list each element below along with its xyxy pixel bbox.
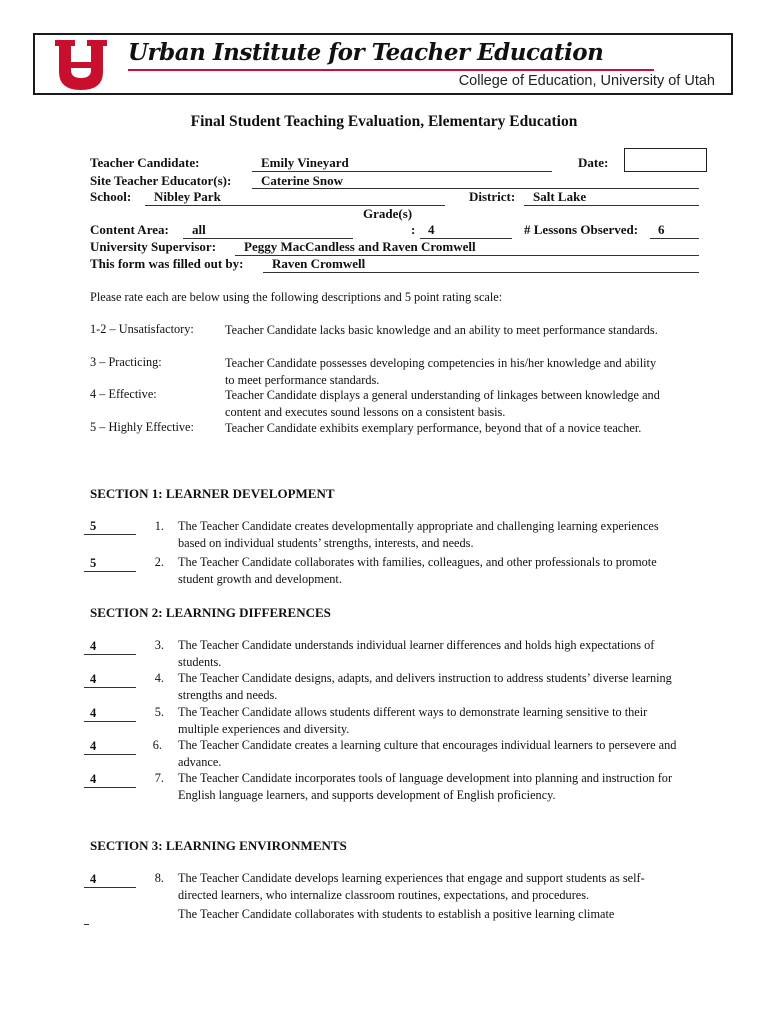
scale-description: Teacher Candidate exhibits exemplary performance, beyond that of a novice teacher. [225, 421, 642, 435]
scale-term: 4 – Effective: [90, 387, 157, 401]
site-teacher-label: Site Teacher Educator(s): [90, 173, 232, 188]
item-number: 3. [154, 638, 164, 652]
scale-description: Teacher Candidate possesses developing competencies in his/her knowledge and ability to meet performance standards. [225, 356, 657, 387]
supervisor-label: University Supervisor: [90, 239, 217, 254]
rating-line-partial [84, 924, 89, 925]
scale-term: 1-2 – Unsatisfactory: [90, 322, 194, 336]
college-line: College of Education, University of Utah [458, 73, 715, 89]
teacher-candidate-label: Teacher Candidate: [90, 155, 200, 170]
item-text: The Teacher Candidate allows students different ways to demonstrate learning sensitive to their multiple experiences and diversity. [178, 705, 648, 736]
page-title: Final Student Teaching Evaluation, Elementary Education [190, 113, 578, 130]
date-label: Date: [578, 155, 609, 170]
date-field[interactable] [624, 148, 707, 172]
item-text: The Teacher Candidate collaborates with students to establish a positive learning climate [178, 907, 615, 921]
university-u-logo-icon [53, 38, 109, 92]
item-number: 4. [154, 671, 164, 685]
district-line [524, 205, 699, 206]
item-text: The Teacher Candidate incorporates tools of language development into planning and instruction for English language learners, and supports development of English proficiency. [178, 771, 673, 802]
grades-label: Grade(s) [363, 206, 413, 221]
rating-field[interactable]: 4 [84, 739, 136, 755]
section-heading: SECTION 3: LEARNING ENVIRONMENTS [90, 838, 347, 853]
rating-instructions: Please rate each are below using the following descriptions and 5 point rating scale: [90, 290, 503, 304]
site-teacher-value[interactable]: Caterine Snow [261, 173, 343, 188]
lessons-observed-label: # Lessons Observed: [524, 222, 639, 237]
item-text: The Teacher Candidate understands individual learner differences and holds high expectations of students. [178, 638, 655, 669]
item-number: 6. [152, 738, 162, 752]
content-area-value[interactable]: all [192, 222, 206, 237]
rating-field[interactable]: 4 [84, 872, 136, 888]
item-number: 7. [154, 771, 164, 785]
item-text: The Teacher Candidate collaborates with families, colleagues, and other professionals to promote student growth and development. [178, 555, 657, 586]
lessons-observed-value[interactable]: 6 [658, 222, 665, 237]
institute-name: Urban Institute for Teacher Education [128, 39, 604, 66]
district-label: District: [469, 189, 516, 204]
rating-field[interactable]: 4 [84, 639, 136, 655]
rating-field[interactable]: 5 [84, 556, 136, 572]
scale-description: Teacher Candidate lacks basic knowledge and an ability to meet performance standards. [225, 323, 658, 337]
item-number: 1. [154, 519, 164, 533]
filled-by-line [263, 272, 699, 273]
rating-field[interactable]: 4 [84, 772, 136, 788]
filled-by-value[interactable]: Raven Cromwell [272, 256, 366, 271]
section-heading: SECTION 2: LEARNING DIFFERENCES [90, 605, 331, 620]
lessons-observed-line [650, 238, 699, 239]
item-text: The Teacher Candidate develops learning experiences that engage and support students as self-directed learners, who internalize classroom routines, expectations, and procedures. [178, 871, 645, 902]
teacher-candidate-value[interactable]: Emily Vineyard [261, 155, 349, 170]
school-value[interactable]: Nibley Park [154, 189, 221, 204]
header-divider [128, 69, 654, 71]
item-text: The Teacher Candidate creates developmentally appropriate and challenging learning experiences based on individual students’ strengths, interests, and needs. [178, 519, 659, 550]
grades-colon: : [411, 222, 416, 237]
section-heading: SECTION 1: LEARNER DEVELOPMENT [90, 486, 335, 501]
header-banner [33, 33, 733, 95]
district-value[interactable]: Salt Lake [533, 189, 587, 204]
item-text: The Teacher Candidate creates a learning culture that encourages individual learners to persevere and advance. [178, 738, 677, 769]
item-number: 5. [154, 705, 164, 719]
rating-field[interactable]: 4 [84, 672, 136, 688]
grades-value[interactable]: 4 [428, 222, 435, 237]
teacher-candidate-line [252, 171, 552, 172]
rating-field[interactable]: 4 [84, 706, 136, 722]
rating-field[interactable]: 5 [84, 519, 136, 535]
scale-term: 5 – Highly Effective: [90, 420, 194, 434]
scale-description: Teacher Candidate displays a general understanding of linkages between knowledge and content and executes sound lessons on a consistent basis. [225, 388, 660, 419]
filled-by-label: This form was filled out by: [90, 256, 244, 271]
item-text: The Teacher Candidate designs, adapts, and delivers instruction to address students’ diverse learning strengths and needs. [178, 671, 672, 702]
school-label: School: [90, 189, 132, 204]
content-area-label: Content Area: [90, 222, 169, 237]
item-number: 8. [154, 871, 164, 885]
item-number: 2. [154, 555, 164, 569]
scale-term: 3 – Practicing: [90, 355, 162, 369]
supervisor-value[interactable]: Peggy MacCandless and Raven Cromwell [244, 239, 476, 254]
